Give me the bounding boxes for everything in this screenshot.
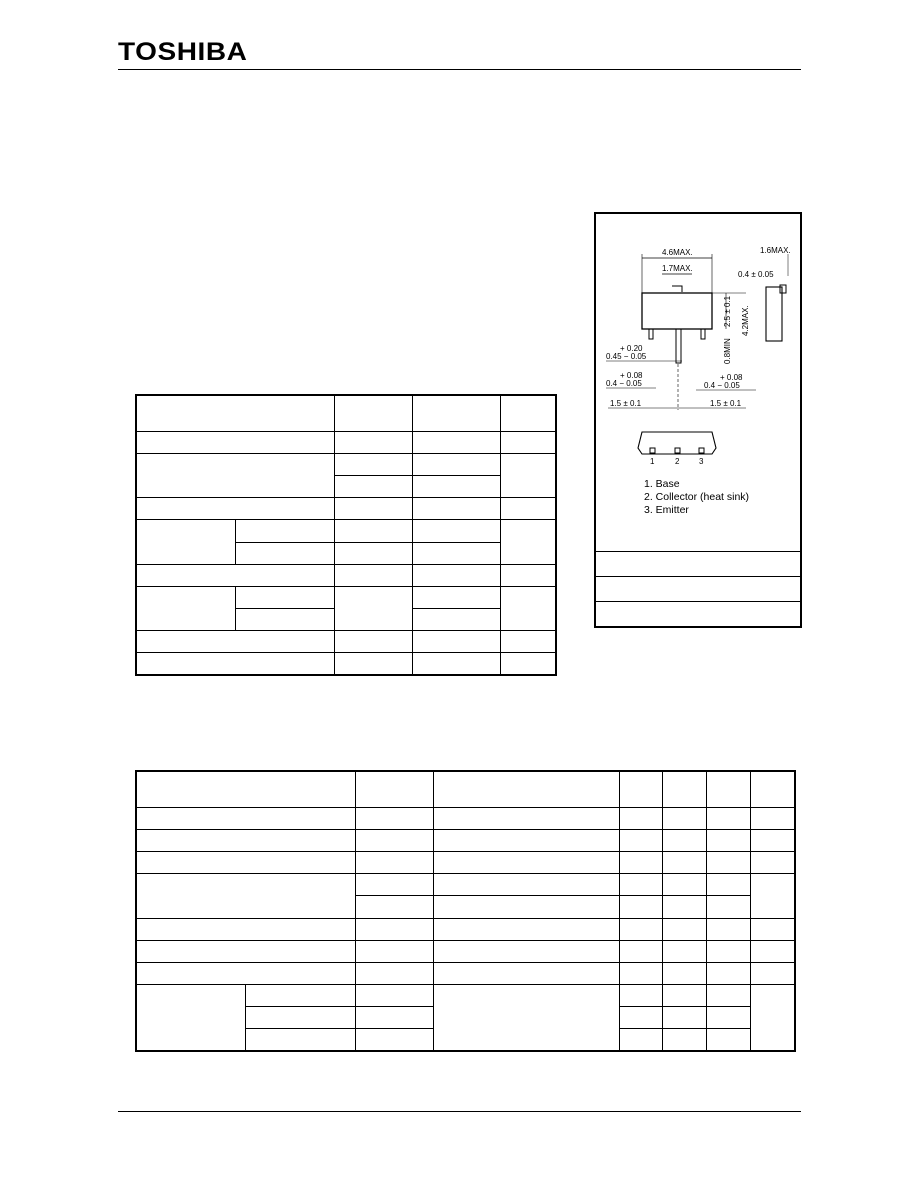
table-cell (500, 653, 556, 675)
table-cell (355, 807, 433, 829)
table-cell (662, 940, 706, 962)
table-cell (412, 395, 500, 431)
table-cell (355, 771, 433, 807)
table-cell (750, 874, 795, 918)
table-cell (136, 520, 235, 564)
dim-outer-lead-width-left: 0.4 − 0.05 (606, 379, 642, 388)
table-cell (750, 940, 795, 962)
table-cell (355, 829, 433, 851)
table-cell (334, 542, 412, 564)
table-cell (706, 896, 750, 918)
table-cell (750, 918, 795, 940)
table-cell (500, 395, 556, 431)
table-cell (334, 631, 412, 653)
table-cell (662, 807, 706, 829)
table-cell (412, 564, 500, 586)
table-cell (136, 453, 334, 497)
table-cell (412, 431, 500, 453)
table-cell (433, 918, 619, 940)
pin-3-label: 3. Emitter (644, 504, 689, 516)
dim-center-lead-width: 0.45 − 0.05 (606, 352, 647, 361)
electrical-characteristics-table (135, 770, 796, 1052)
table-cell (500, 631, 556, 653)
table-cell (500, 520, 556, 564)
table-cell (662, 829, 706, 851)
table-cell (706, 807, 750, 829)
table-row (136, 985, 795, 1007)
maximum-ratings-table (135, 394, 557, 676)
table-row (136, 918, 795, 940)
table-row (136, 771, 795, 807)
table-cell (500, 453, 556, 497)
table-cell (136, 962, 355, 984)
table-cell (136, 852, 355, 874)
dim-outer-lead-tol-left: + 0.08 (620, 371, 643, 380)
table-cell (750, 962, 795, 984)
table-cell (433, 896, 619, 918)
table-cell (500, 498, 556, 520)
table-cell (433, 940, 619, 962)
table-cell (433, 829, 619, 851)
table-row (136, 586, 556, 608)
table-cell (136, 874, 355, 918)
dim-total-height: 4.2MAX. (741, 305, 750, 336)
table-cell (235, 542, 334, 564)
table-cell (706, 940, 750, 962)
pin-assignment-list (644, 478, 749, 517)
table-cell (235, 520, 334, 542)
table-cell (433, 852, 619, 874)
dim-lead-length: 0.8MIN (723, 338, 732, 364)
package-outline-box (594, 212, 802, 628)
table-cell (706, 829, 750, 851)
table-cell (412, 653, 500, 675)
table-cell (136, 498, 334, 520)
pin-2-label: 2. Collector (heat sink) (644, 491, 750, 503)
table-cell (136, 631, 334, 653)
table-cell (662, 918, 706, 940)
pin-number-2: 2 (675, 457, 680, 466)
table-cell (706, 985, 750, 1007)
table-cell (662, 1029, 706, 1051)
table-cell (619, 852, 662, 874)
table-cell (136, 395, 334, 431)
table-cell (412, 498, 500, 520)
table-cell (619, 1029, 662, 1051)
table-row (136, 829, 795, 851)
table-row (136, 874, 795, 896)
table-cell (662, 896, 706, 918)
table-cell (619, 896, 662, 918)
table-cell (334, 564, 412, 586)
dim-lead-thickness: 0.4 ± 0.05 (738, 270, 774, 279)
table-cell (355, 962, 433, 984)
package-info-divider-2 (596, 576, 800, 577)
table-cell (334, 395, 412, 431)
table-cell (500, 586, 556, 630)
table-cell (334, 498, 412, 520)
table-cell (706, 874, 750, 896)
package-info-divider-3 (596, 601, 800, 602)
table-cell (355, 985, 433, 1007)
table-row (136, 395, 556, 431)
header-rule (118, 69, 801, 70)
table-cell (662, 962, 706, 984)
table-cell (136, 985, 246, 1052)
table-cell (412, 631, 500, 653)
table-cell (433, 874, 619, 896)
table-row (136, 653, 556, 675)
table-cell (500, 564, 556, 586)
pin-number-3: 3 (699, 457, 704, 466)
table-cell (750, 807, 795, 829)
table-cell (334, 453, 412, 475)
table-cell (246, 1029, 356, 1051)
table-row (136, 940, 795, 962)
table-cell (235, 586, 334, 608)
table-row (136, 962, 795, 984)
dim-pitch-left: 1.5 ± 0.1 (610, 399, 642, 408)
table-cell (334, 431, 412, 453)
table-row (136, 807, 795, 829)
toshiba-logo: TOSHIBA (118, 38, 248, 66)
table-cell (433, 771, 619, 807)
table-cell (412, 586, 500, 608)
table-cell (355, 1007, 433, 1029)
table-cell (136, 940, 355, 962)
table-cell (433, 962, 619, 984)
table-cell (433, 807, 619, 829)
table-cell (750, 852, 795, 874)
table-cell (706, 918, 750, 940)
table-cell (355, 918, 433, 940)
table-cell (334, 586, 412, 630)
table-cell (136, 771, 355, 807)
dim-outer-lead-width-right: 0.4 − 0.05 (704, 381, 740, 390)
table-cell (750, 985, 795, 1052)
table-cell (662, 874, 706, 896)
table-cell (136, 586, 235, 630)
table-row (136, 453, 556, 475)
table-row (136, 631, 556, 653)
table-cell (412, 520, 500, 542)
table-cell (355, 1029, 433, 1051)
table-cell (619, 918, 662, 940)
table-row (136, 852, 795, 874)
table-cell (355, 874, 433, 896)
table-cell (412, 476, 500, 498)
table-cell (706, 1029, 750, 1051)
dim-side-thickness: 1.6MAX. (760, 246, 791, 255)
table-cell (412, 542, 500, 564)
table-row (136, 431, 556, 453)
table-cell (334, 476, 412, 498)
table-cell (355, 852, 433, 874)
table-cell (136, 431, 334, 453)
package-info-divider-1 (596, 551, 800, 552)
table-cell (750, 771, 795, 807)
table-cell (334, 520, 412, 542)
table-cell (136, 807, 355, 829)
table-cell (136, 918, 355, 940)
dim-overall-width: 4.6MAX. (662, 248, 693, 257)
table-cell (355, 940, 433, 962)
pin-number-1: 1 (650, 457, 655, 466)
table-cell (334, 653, 412, 675)
table-cell (662, 771, 706, 807)
table-cell (235, 609, 334, 631)
table-cell (136, 829, 355, 851)
table-cell (619, 985, 662, 1007)
table-cell (246, 985, 356, 1007)
table-cell (619, 807, 662, 829)
table-cell (706, 852, 750, 874)
table-cell (706, 771, 750, 807)
table-cell (619, 962, 662, 984)
table-row (136, 564, 556, 586)
table-cell (706, 962, 750, 984)
table-cell (355, 896, 433, 918)
table-cell (662, 985, 706, 1007)
footer-rule (118, 1111, 801, 1112)
dim-tab-width: 1.7MAX. (662, 264, 693, 273)
table-cell (500, 431, 556, 453)
table-cell (412, 609, 500, 631)
dim-outer-lead-tol-right: + 0.08 (720, 373, 743, 382)
table-cell (706, 1007, 750, 1029)
table-cell (412, 453, 500, 475)
table-cell (619, 940, 662, 962)
table-cell (136, 653, 334, 675)
table-cell (136, 564, 334, 586)
table-row (136, 498, 556, 520)
dim-center-lead-tol: + 0.20 (620, 344, 643, 353)
dim-body-height: 2.5 ± 0.1 (723, 295, 732, 327)
table-row (136, 520, 556, 542)
table-cell (662, 852, 706, 874)
table-cell (619, 829, 662, 851)
table-cell (619, 874, 662, 896)
pin-1-label: 1. Base (644, 478, 680, 490)
table-cell (662, 1007, 706, 1029)
package-drawing (596, 214, 800, 626)
table-cell (433, 985, 619, 1052)
dim-pitch-right: 1.5 ± 0.1 (710, 399, 742, 408)
table-cell (619, 771, 662, 807)
table-cell (750, 829, 795, 851)
table-cell (246, 1007, 356, 1029)
table-cell (619, 1007, 662, 1029)
